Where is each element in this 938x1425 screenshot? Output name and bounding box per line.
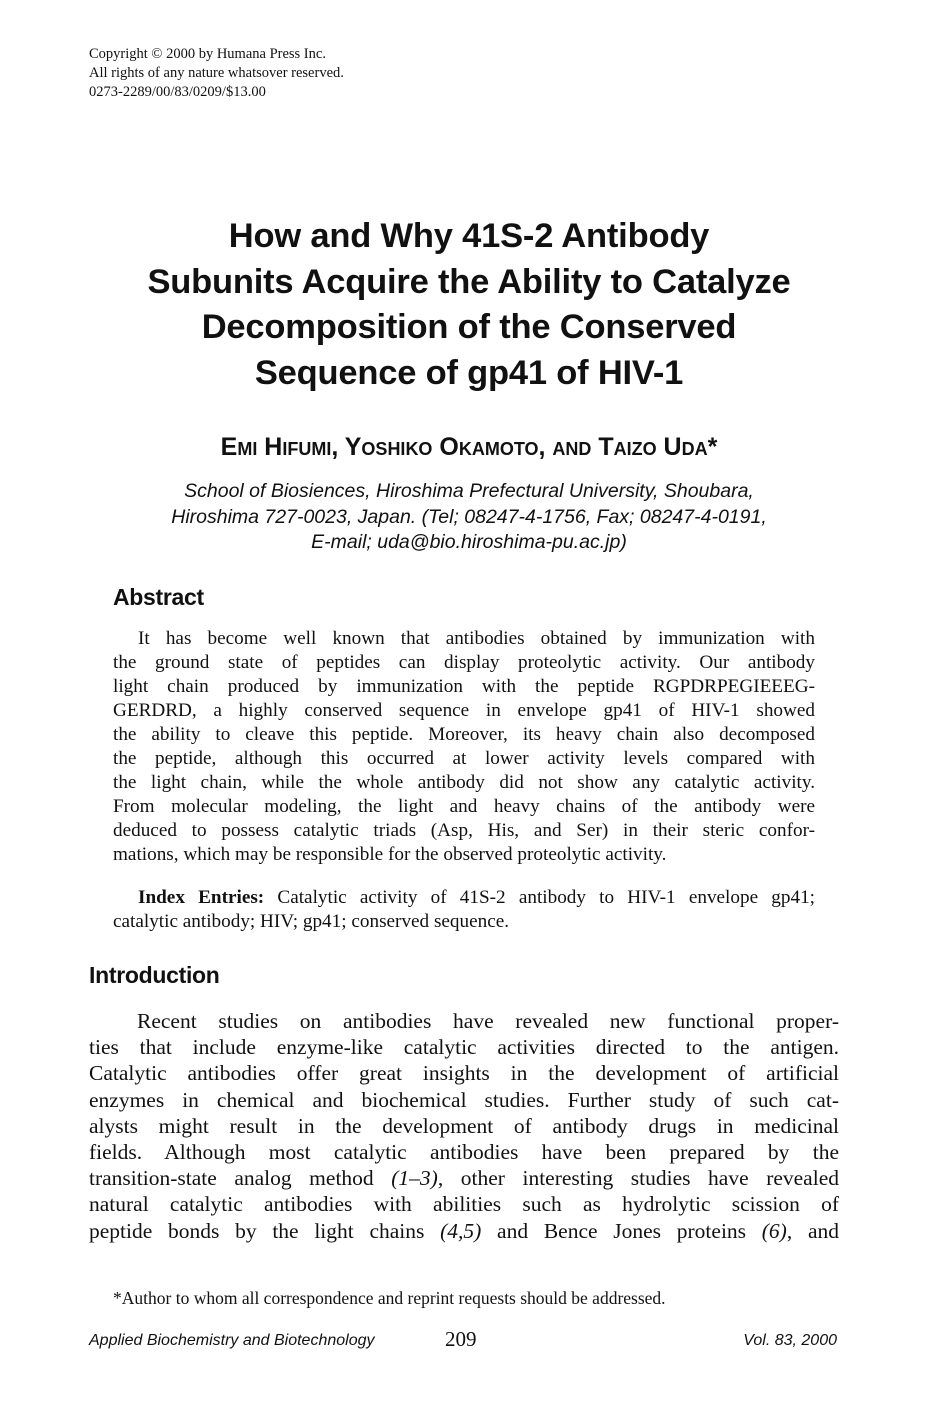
intro-line: enzymes in chemical and biochemical studies. Further study of such cat- bbox=[89, 1087, 839, 1112]
index-entries bbox=[113, 886, 815, 934]
intro-line: Recent studies on antibodies have revealed new functional proper- bbox=[137, 1009, 839, 1033]
introduction-body bbox=[89, 1008, 839, 1244]
affiliation bbox=[60, 479, 878, 556]
affiliation-line: E-mail; uda@bio.hiroshima-pu.ac.jp) bbox=[311, 531, 627, 553]
citation: (6) bbox=[761, 1218, 787, 1243]
abstract-line: From molecular modeling, the light and heavy chains of the antibody were bbox=[113, 796, 815, 817]
copyright-notice bbox=[89, 45, 344, 102]
affiliation-line: School of Biosiences, Hiroshima Prefectural University, Shoubara, bbox=[184, 480, 754, 502]
title-line: How and Why 41S-2 Antibody bbox=[228, 217, 710, 255]
index-entries-line: catalytic antibody; HIV; gp41; conserved sequence. bbox=[113, 911, 510, 932]
citation: (1–3) bbox=[391, 1166, 438, 1191]
intro-text: transition-state analog method bbox=[89, 1166, 392, 1191]
index-entries-line bbox=[113, 886, 815, 910]
intro-text: , other interesting studies have revealed bbox=[437, 1166, 839, 1191]
abstract-line: the ability to cleave this peptide. Moreover, its heavy chain also decomposed bbox=[113, 724, 815, 745]
intro-text: peptide bonds by the light chains bbox=[89, 1218, 441, 1243]
copyright-line: Copyright © 2000 by Humana Press Inc. bbox=[89, 46, 326, 62]
introduction-heading: Introduction bbox=[89, 962, 220, 988]
title-line: Sequence of gp41 of HIV-1 bbox=[254, 353, 684, 392]
intro-line: Catalytic antibodies offer great insights in the development of artificial bbox=[89, 1061, 839, 1086]
index-entries-text: Catalytic activity of 41S-2 antibody to HIV-1 envelope gp41; bbox=[264, 887, 815, 908]
journal-name: Applied Biochemistry and Biotechnology bbox=[89, 1332, 375, 1349]
intro-text: and Bence Jones proteins bbox=[481, 1218, 762, 1243]
corresponding-author-footnote: *Author to whom all correspondence and reprint requests should be addressed. bbox=[113, 1288, 666, 1308]
rights-line: All rights of any nature whatsover reserved. bbox=[89, 65, 344, 81]
abstract-line: GERDRD, a highly conserved sequence in envelope gp41 of HIV-1 showed bbox=[113, 700, 815, 721]
abstract-line: mations, which may be responsible for the observed proteolytic activity. bbox=[113, 844, 667, 865]
citation: (4,5) bbox=[440, 1218, 482, 1243]
affiliation-line: Hiroshima 727-0023, Japan. (Tel; 08247-4-1756, Fax; 08247-4-0191, bbox=[171, 505, 767, 528]
volume-info: Vol. 83, 2000 bbox=[743, 1332, 837, 1349]
title-line: Subunits Acquire the Ability to Catalyze bbox=[147, 262, 791, 301]
abstract-line: the light chain, while the whole antibody did not show any catalytic activity. bbox=[113, 772, 815, 793]
abstract-line: the peptide, although this occurred at lower activity levels compared with bbox=[113, 748, 815, 769]
abstract-line: deduced to possess catalytic triads (Asp, His, and Ser) in their steric confor- bbox=[113, 820, 815, 841]
title-line: Decomposition of the Conserved bbox=[201, 308, 737, 346]
intro-line bbox=[89, 1165, 839, 1191]
intro-line bbox=[89, 1218, 839, 1244]
intro-line: ties that include enzyme-like catalytic activities directed to the antigen. bbox=[89, 1035, 839, 1060]
abstract-line: light chain produced by immunization with the peptide RGPDRPEGIEEEG- bbox=[113, 676, 815, 697]
abstract-body bbox=[113, 627, 815, 867]
index-entries-label: Index Entries: bbox=[138, 887, 265, 908]
intro-line: alysts might result in the development of antibody drugs in medicinal bbox=[89, 1113, 839, 1138]
paper-title bbox=[60, 214, 878, 396]
issn-line: 0273-2289/00/83/0209/$13.00 bbox=[89, 84, 266, 100]
intro-line: fields. Although most catalytic antibodies have been prepared by the bbox=[89, 1140, 839, 1165]
author-list: Emi Hifumi, Yoshiko Okamoto, and Taizo Uda* bbox=[220, 433, 718, 461]
abstract-line: It has become well known that antibodies obtained by immunization with bbox=[138, 628, 815, 649]
abstract-line: the ground state of peptides can display proteolytic activity. Our antibody bbox=[113, 652, 815, 673]
intro-text: , and bbox=[786, 1218, 839, 1243]
intro-line: natural catalytic antibodies with abilities such as hydrolytic scission of bbox=[89, 1192, 839, 1217]
page-number: 209 bbox=[445, 1327, 477, 1351]
abstract-heading: Abstract bbox=[113, 584, 204, 610]
